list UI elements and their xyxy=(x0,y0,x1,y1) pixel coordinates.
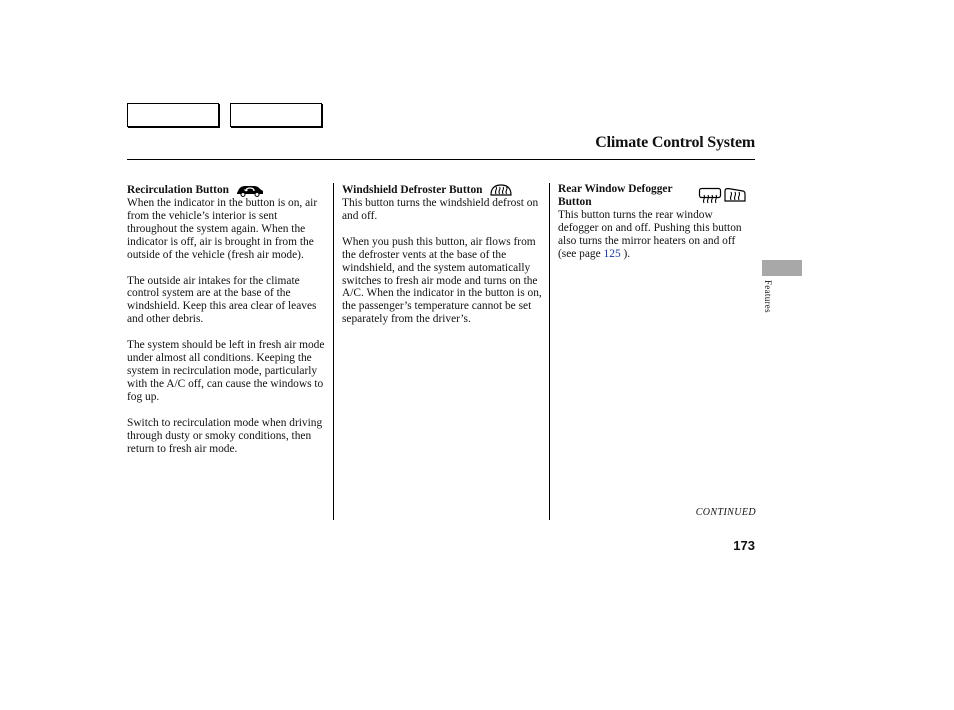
recirculation-section xyxy=(127,183,327,468)
page-link[interactable]: 125 xyxy=(603,247,621,260)
column-divider xyxy=(333,183,334,520)
section-tab[interactable] xyxy=(762,260,802,276)
previous-page-button[interactable] xyxy=(127,103,219,127)
paragraph: The system should be left in fresh air mode under almost all conditions. Keeping the system in recirculation mode, particularly with the A/C off, can cause the windows to fog up. xyxy=(127,339,325,403)
paragraph: This button turns the windshield defrost on and off. xyxy=(342,197,539,222)
section-heading: Windshield Defroster Button xyxy=(342,183,542,197)
windshield-defroster-section xyxy=(342,183,542,339)
section-label: Features xyxy=(763,280,773,313)
column-divider xyxy=(549,183,550,520)
section-heading: Recirculation Button xyxy=(127,183,327,197)
section-heading: Rear Window Defogger Button xyxy=(558,183,673,208)
paragraph: Switch to recirculation mode when driving through dusty or smoky conditions, then return to fresh air mode. xyxy=(127,416,323,455)
recirculation-icon xyxy=(235,183,265,197)
paragraph: This button turns the rear window defogger on and off. Pushing this button also turns the mirror heaters on and off (see page 125 ). xyxy=(558,208,742,260)
windshield-defrost-icon xyxy=(489,183,513,197)
paragraph: When the indicator in the button is on, air from the vehicle’s interior is sent throughout the system again. When the indicator is off, air is brought in from the outside of the vehicle (fresh air mode). xyxy=(127,197,318,261)
page-number: 173 xyxy=(733,538,755,553)
paragraph: The outside air intakes for the climate control system are at the base of the windshield. Keep this area clear of leaves and other debris. xyxy=(127,274,317,326)
page-title: Climate Control System xyxy=(595,134,755,151)
paragraph: When you push this button, air flows from the defroster vents at the base of the windshield, and the system automatically switches to fresh air mode and turns on the A/C. When the indicator in the button is on, the passenger’s temperature cannot be set separately from the driver’s. xyxy=(342,235,542,326)
mirror-heater-icon xyxy=(723,187,747,204)
header-rule xyxy=(127,159,755,160)
rear-defog-icon xyxy=(698,187,722,204)
rear-defogger-section xyxy=(558,183,753,273)
next-page-button[interactable] xyxy=(230,103,322,127)
continued-label: CONTINUED xyxy=(695,507,756,518)
